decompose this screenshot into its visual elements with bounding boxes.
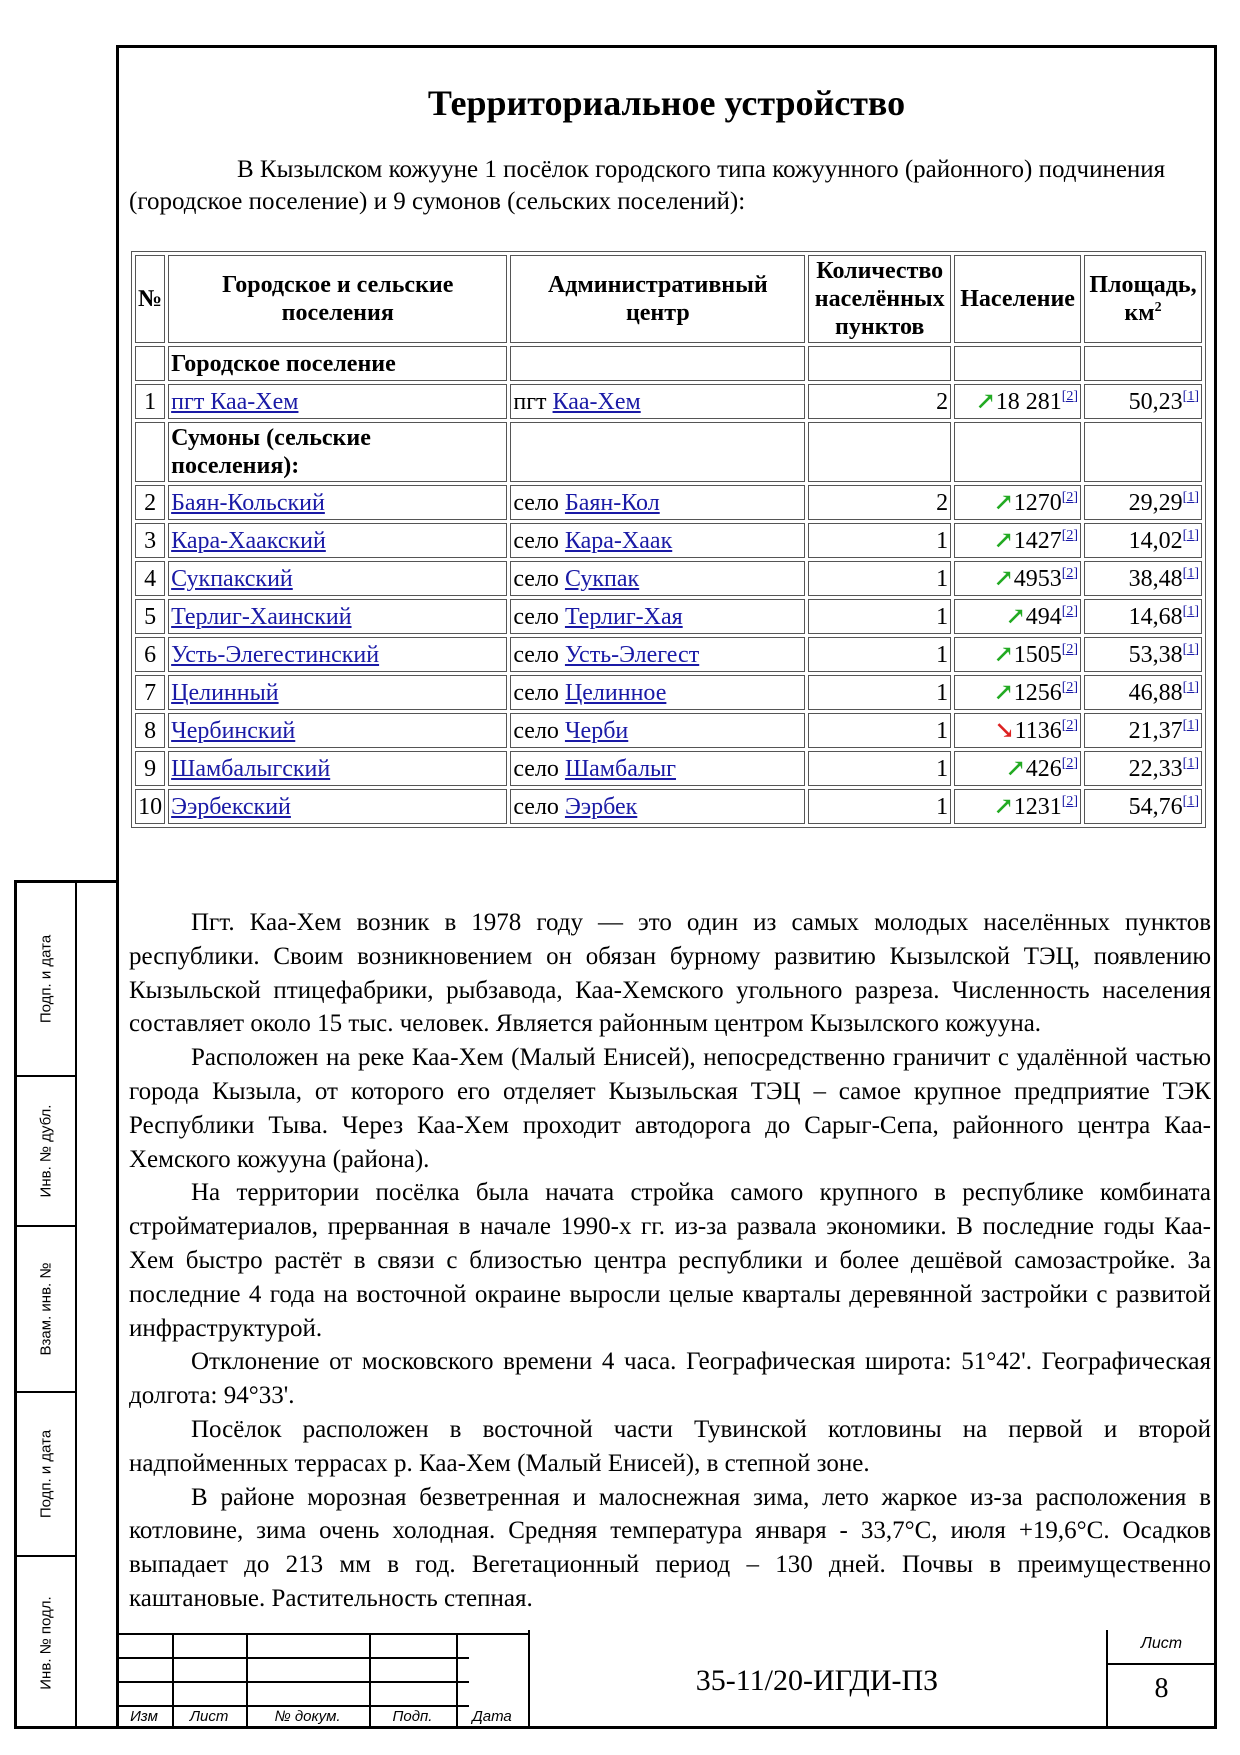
count-cell: 1	[808, 599, 951, 634]
ref-link[interactable]: [2]	[1061, 603, 1079, 619]
stamp-label-date: Дата	[472, 1708, 512, 1725]
center-cell: село Усть-Элегест	[510, 637, 805, 672]
center-cell: село Шамбалыг	[510, 751, 805, 786]
population-cell: ↘1136[2]	[954, 713, 1081, 748]
header-population: Население	[954, 255, 1081, 343]
settlement-cell	[168, 599, 507, 634]
center-link[interactable]: Баян-Кол	[564, 489, 660, 516]
trend-arrow-icon: ↗	[993, 565, 1014, 592]
center-cell: село Целинное	[510, 675, 805, 710]
ref-link[interactable]: [1]	[1182, 565, 1199, 581]
count-cell: 1	[808, 751, 951, 786]
ref-link[interactable]: [1]	[1182, 388, 1199, 404]
area-cell: 14,68[1]	[1084, 599, 1202, 634]
settlement-cell	[168, 713, 507, 748]
settlement-cell	[168, 561, 507, 596]
ref-link[interactable]: [2]	[1061, 793, 1079, 809]
center-cell: село Сукпак	[510, 561, 805, 596]
sheet-label: Лист	[1140, 1635, 1183, 1652]
row-num: 7	[135, 675, 165, 710]
area-cell: 46,88[1]	[1084, 675, 1202, 710]
body-paragraph: Отклонение от московского времени 4 часа. Географическая широта: 51°42'. Географическая долгота: 94°33'.	[129, 1348, 1211, 1410]
population-cell: ↗1270[2]	[954, 485, 1081, 520]
area-cell: 50,23[1]	[1084, 384, 1202, 419]
table-row	[135, 675, 1202, 710]
table-row	[135, 713, 1202, 748]
trend-arrow-icon: ↗	[993, 793, 1014, 820]
row-num: 8	[135, 713, 165, 748]
trend-arrow-icon: ↗	[1005, 755, 1026, 782]
table-row	[135, 789, 1202, 824]
settlements-table	[131, 251, 1206, 828]
ref-link[interactable]: [1]	[1182, 603, 1199, 619]
body-text	[129, 906, 1211, 1616]
group-row-urban	[135, 346, 1202, 381]
center-cell: село Черби	[510, 713, 805, 748]
trend-arrow-icon: ↗	[993, 641, 1014, 668]
population-cell: ↗426[2]	[954, 751, 1081, 786]
settlement-link[interactable]: Целинный	[171, 679, 279, 706]
center-link[interactable]: Усть-Элегест	[564, 641, 700, 668]
title-block	[116, 1633, 1217, 1729]
settlement-link[interactable]: Чербинский	[171, 717, 296, 744]
side-stamp-cell: Подп. и дата	[17, 883, 75, 1077]
header-count: Количество населённых пунктов	[808, 255, 951, 343]
table-row	[135, 523, 1202, 558]
settlement-cell	[168, 789, 507, 824]
stamp-label-list: Лист	[189, 1708, 229, 1725]
count-cell: 1	[808, 561, 951, 596]
ref-link[interactable]: [2]	[1061, 527, 1079, 543]
center-cell: село Баян-Кол	[510, 485, 805, 520]
sheet-number: 8	[1154, 1673, 1169, 1704]
area-cell: 14,02[1]	[1084, 523, 1202, 558]
ref-link[interactable]: [1]	[1182, 755, 1199, 771]
body-paragraph: Пгт. Каа-Хем возник в 1978 году — это один из самых молодых населённых пунктов республики. Своим возникновением он обязан бурному развитию Кызылской ТЭЦ, появлению Кызыльской птицефабрики, рыбзавода, Каа-Хемского угольного разреза. Численность населения составляет около 15 тыс. человек. Является районным центром Кызылского кожууна.	[129, 909, 1211, 1038]
count-cell: 2	[808, 384, 951, 419]
population-cell: ↗494[2]	[954, 599, 1081, 634]
page-title: Территориальное устройство	[427, 83, 906, 123]
ref-link[interactable]: [1]	[1182, 489, 1199, 505]
ref-link[interactable]: [2]	[1061, 641, 1079, 657]
body-paragraph: Расположен на реке Каа-Хем (Малый Енисей), непосредственно граничит с удалённой частью города Кызыла, от которого его отделяет Кызыльская ТЭЦ – самое крупное предприятие ТЭК Республики Тыва. Через Каа-Хем проходит автодорога до Сарыг-Сепа, районного центра Каа-Хемского кожууна (района).	[129, 1044, 1211, 1173]
header-center: Административный центр	[510, 255, 805, 343]
population-cell: ↗1427[2]	[954, 523, 1081, 558]
row-num: 1	[135, 384, 165, 419]
table-row	[135, 637, 1202, 672]
body-paragraph: Посёлок расположен в восточной части Тувинской котловины на первой и второй надпойменных террасах р. Каа-Хем (Малый Енисей), в степной зоне.	[129, 1415, 1211, 1477]
trend-arrow-icon: ↗	[993, 527, 1014, 554]
center-cell: село Ээрбек	[510, 789, 805, 824]
center-link[interactable]: Ээрбек	[564, 793, 638, 820]
population-cell: ↗1505[2]	[954, 637, 1081, 672]
row-num: 5	[135, 599, 165, 634]
ref-link[interactable]: [1]	[1182, 679, 1199, 695]
trend-arrow-icon: ↗	[993, 489, 1014, 516]
trend-arrow-icon: ↗	[1005, 603, 1026, 630]
table-row	[135, 599, 1202, 634]
count-cell: 1	[808, 675, 951, 710]
ref-link[interactable]: [1]	[1182, 717, 1199, 733]
row-num: 3	[135, 523, 165, 558]
count-cell: 1	[808, 789, 951, 824]
group-label: Сумоны (сельские поселения):	[168, 422, 507, 482]
area-cell: 54,76[1]	[1084, 789, 1202, 824]
settlement-link[interactable]: Ээрбекский	[171, 793, 291, 820]
settlement-cell	[168, 751, 507, 786]
settlement-link[interactable]: Шамбалыгский	[171, 755, 331, 782]
area-cell: 21,37[1]	[1084, 713, 1202, 748]
row-num: 9	[135, 751, 165, 786]
ref-link[interactable]: [2]	[1061, 489, 1079, 505]
header-settlement: Городское и сельские поселения	[168, 255, 507, 343]
center-link[interactable]: Черби	[564, 717, 629, 744]
settlement-cell	[168, 485, 507, 520]
settlement-link[interactable]: пгт Каа-Хем	[171, 388, 299, 415]
count-cell: 1	[808, 523, 951, 558]
document-code: 35-11/20-ИГДИ-ПЗ	[695, 1664, 939, 1697]
row-num: 4	[135, 561, 165, 596]
center-link[interactable]: Целинное	[564, 679, 667, 706]
group-label: Городское поселение	[168, 346, 507, 381]
table-row	[135, 485, 1202, 520]
area-cell: 38,48[1]	[1084, 561, 1202, 596]
area-cell: 29,29[1]	[1084, 485, 1202, 520]
count-cell: 1	[808, 637, 951, 672]
row-num: 6	[135, 637, 165, 672]
ref-link[interactable]: [1]	[1182, 641, 1199, 657]
center-link[interactable]: Каа-Хем	[552, 388, 641, 415]
center-link[interactable]: Сукпак	[564, 565, 640, 592]
population-cell: ↗1256[2]	[954, 675, 1081, 710]
settlement-cell	[168, 523, 507, 558]
area-cell: 53,38[1]	[1084, 637, 1202, 672]
table-row	[135, 751, 1202, 786]
trend-arrow-icon: ↗	[975, 388, 996, 415]
center-link[interactable]: Кара-Хаак	[564, 527, 673, 554]
settlement-cell	[168, 637, 507, 672]
row-num: 2	[135, 485, 165, 520]
count-cell: 1	[808, 713, 951, 748]
center-cell: село Кара-Хаак	[510, 523, 805, 558]
ref-link[interactable]: [1]	[1182, 793, 1199, 809]
group-row-rural	[135, 422, 1202, 482]
ref-link[interactable]: [2]	[1061, 388, 1079, 404]
trend-arrow-icon: ↘	[994, 717, 1015, 744]
trend-arrow-icon: ↗	[993, 679, 1014, 706]
settlement-link[interactable]: Усть-Элегестинский	[171, 641, 380, 668]
table-row	[135, 561, 1202, 596]
center-link[interactable]: Шамбалыг	[564, 755, 677, 782]
stamp-label-doc: № докум.	[274, 1708, 341, 1725]
settlement-link[interactable]: Сукпакский	[171, 565, 293, 592]
ref-link[interactable]: [2]	[1061, 565, 1079, 581]
body-paragraph: В районе морозная безветренная и малоснежная зима, лето жаркое из-за расположения в котловине, зима очень холодная. Средняя температура января - 33,7°C, июля +19,6°C. Осадков выпадает до 213 мм в год. Вегетационный период – 130 дней. Почвы в преимущественно каштановые. Растительность степная.	[129, 1483, 1211, 1612]
table-row	[135, 384, 1202, 419]
stamp-label-sign: Подп.	[392, 1708, 433, 1725]
population-cell: ↗1231[2]	[954, 789, 1081, 824]
ref-link[interactable]: [2]	[1061, 755, 1079, 771]
ref-link[interactable]: [1]	[1182, 527, 1199, 543]
row-num: 10	[135, 789, 165, 824]
population-cell: ↗4953[2]	[954, 561, 1081, 596]
population-cell: ↗18 281[2]	[954, 384, 1081, 419]
center-cell: село Терлиг-Хая	[510, 599, 805, 634]
body-paragraph: На территории посёлка была начата стройка самого крупного в республике комбината стройматериалов, прерванная в начале 1990-х гг. из-за развала экономики. В последние годы Каа-Хем быстро растёт в связи с близостью центра республики и более дешёвой самозастройке. За последние 4 года на восточной окраине выросли целые кварталы деревянной застройки с развитой инфраструктурой.	[129, 1179, 1211, 1342]
center-link[interactable]: Терлиг-Хая	[564, 603, 683, 630]
area-cell: 22,33[1]	[1084, 751, 1202, 786]
side-stamp	[14, 880, 119, 1729]
center-cell: пгт Каа-Хем	[510, 384, 805, 419]
settlement-link[interactable]: Кара-Хаакский	[171, 527, 326, 554]
settlement-cell	[168, 675, 507, 710]
side-stamp-cell: Инв. № подл.	[37, 1596, 55, 1690]
side-stamp-cell: Инв. № дубл.	[17, 1077, 75, 1227]
table-header-row	[135, 255, 1202, 343]
side-stamp-cell: Подп. и дата	[17, 1393, 75, 1557]
ref-link[interactable]: [2]	[1061, 679, 1079, 695]
ref-link[interactable]: [2]	[1061, 717, 1079, 733]
settlement-link[interactable]: Баян-Кольский	[171, 489, 325, 516]
header-num: №	[135, 255, 165, 343]
settlement-link[interactable]: Терлиг-Хаинский	[171, 603, 352, 630]
header-area: Площадь, $км^2$	[1084, 255, 1202, 343]
intro-text: В Кызылском кожууне 1 посёлок городского типа кожуунного (районного) подчинения (городское поселение) и 9 сумонов (сельских поселений):	[129, 156, 1166, 215]
settlement-cell	[168, 384, 507, 419]
stamp-label-izm: Изм	[130, 1708, 158, 1725]
count-cell: 2	[808, 485, 951, 520]
side-stamp-cell: Взам. инв. №	[17, 1227, 75, 1393]
